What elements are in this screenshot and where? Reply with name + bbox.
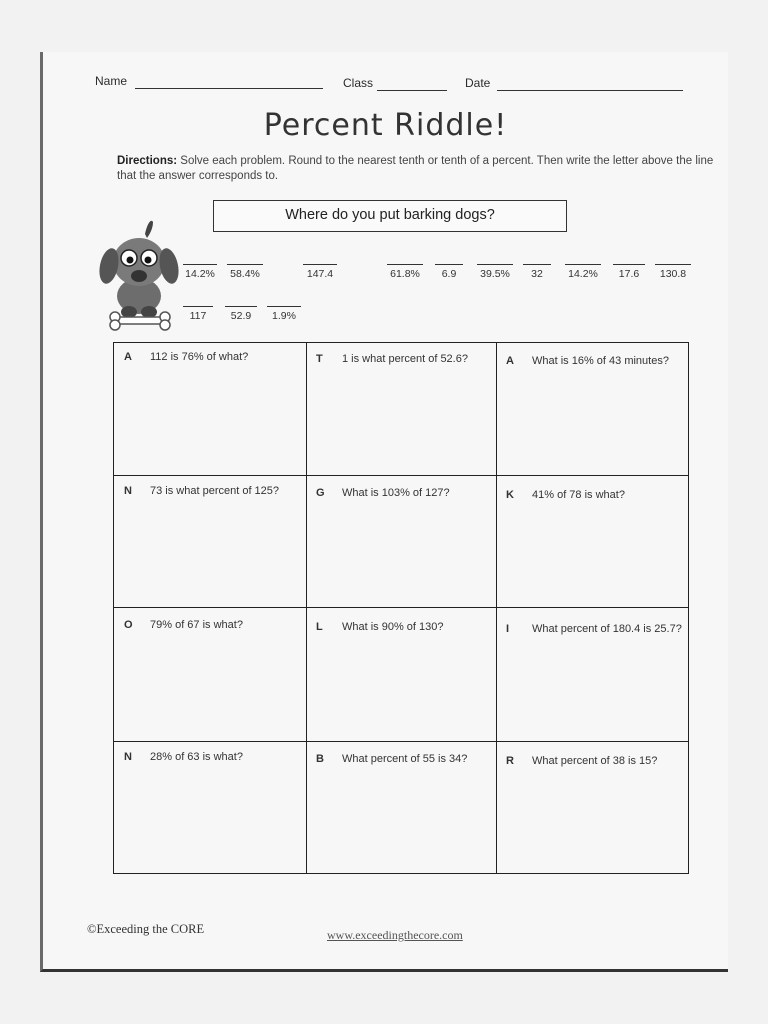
dog-illustration bbox=[97, 216, 181, 338]
problems-grid bbox=[113, 342, 689, 874]
problem-cell[interactable]: A What is 16% of 43 minutes? bbox=[506, 355, 669, 367]
answer-blank[interactable]: 17.6 bbox=[613, 264, 645, 280]
answer-blank[interactable]: 14.2% bbox=[565, 264, 601, 280]
copyright-text: ©Exceeding the CORE bbox=[87, 922, 205, 936]
answer-blank[interactable]: 61.8% bbox=[387, 264, 423, 280]
answer-blank[interactable]: 130.8 bbox=[655, 264, 691, 280]
problem-cell[interactable]: I What percent of 180.4 is 25.7? bbox=[506, 623, 682, 635]
class-label: Class bbox=[343, 76, 374, 90]
worksheet-page bbox=[40, 52, 728, 972]
answer-blank[interactable]: 52.9 bbox=[225, 306, 257, 322]
directions-text: Solve each problem. Round to the nearest tenth or tenth of a percent. Then write the letter above the line that the answer corresponds to. bbox=[117, 155, 714, 182]
answer-blank[interactable]: 14.2% bbox=[183, 264, 217, 280]
class-field[interactable] bbox=[377, 90, 447, 91]
name-field[interactable] bbox=[135, 88, 323, 89]
answer-blank[interactable]: 1.9% bbox=[267, 306, 301, 322]
problem-cell[interactable]: T 1 is what percent of 52.6? bbox=[316, 353, 468, 365]
answer-blank[interactable]: 147.4 bbox=[303, 264, 337, 280]
problem-cell[interactable]: R What percent of 38 is 15? bbox=[506, 755, 658, 767]
date-label: Date bbox=[465, 76, 491, 90]
answer-blank[interactable]: 32 bbox=[523, 264, 551, 280]
problem-cell[interactable]: N 73 is what percent of 125? bbox=[124, 485, 280, 497]
problem-cell[interactable]: O 79% of 67 is what? bbox=[124, 619, 243, 631]
problem-cell[interactable]: L What is 90% of 130? bbox=[316, 621, 444, 633]
name-label: Name bbox=[95, 74, 128, 88]
problem-cell[interactable]: N 28% of 63 is what? bbox=[124, 751, 243, 763]
answer-blank[interactable]: 58.4% bbox=[227, 264, 263, 280]
directions-label: Directions: bbox=[117, 155, 178, 167]
website-link[interactable]: www.exceedingthecore.com bbox=[327, 928, 463, 942]
problem-cell[interactable]: A 112 is 76% of what? bbox=[124, 351, 249, 363]
problem-cell[interactable]: B What percent of 55 is 34? bbox=[316, 753, 468, 765]
problem-cell[interactable]: K 41% of 78 is what? bbox=[506, 489, 625, 501]
answer-blank[interactable]: 117 bbox=[183, 306, 213, 322]
directions bbox=[117, 154, 717, 184]
problem-cell[interactable]: G What is 103% of 127? bbox=[316, 487, 450, 499]
page-title: Percent Riddle! bbox=[263, 108, 508, 143]
riddle-question-box: Where do you put barking dogs? bbox=[213, 200, 567, 232]
answer-blank[interactable]: 39.5% bbox=[477, 264, 513, 280]
date-field[interactable] bbox=[497, 90, 683, 91]
answer-blank[interactable]: 6.9 bbox=[435, 264, 463, 280]
